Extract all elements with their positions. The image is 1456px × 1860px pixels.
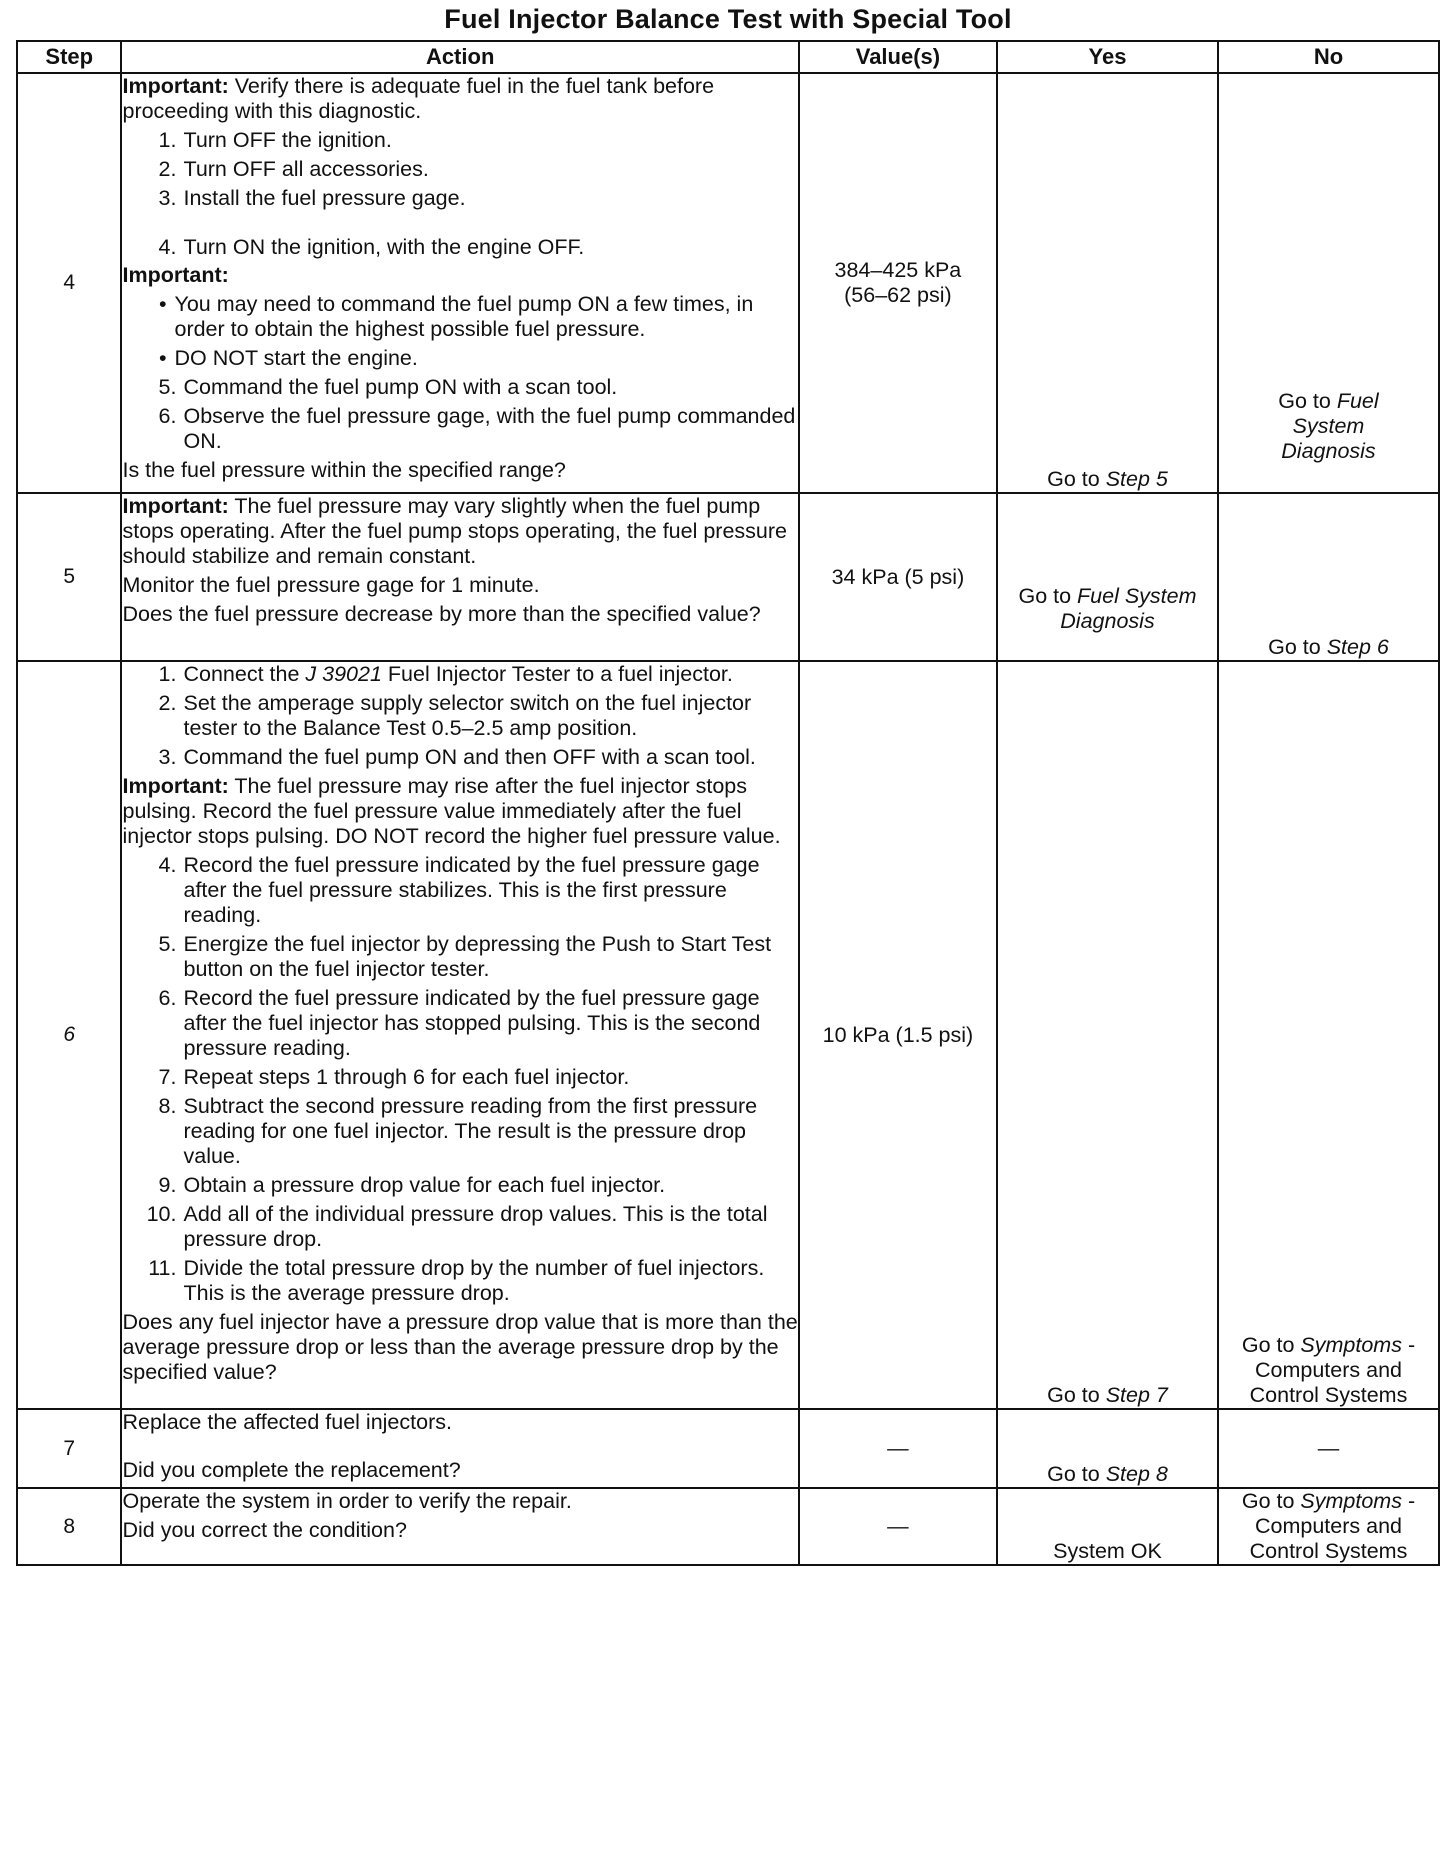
item-number: 1. xyxy=(158,662,177,686)
item-text: Add all of the individual pressure drop values. This is the total pressure drop. xyxy=(183,1202,768,1251)
question-text: Does the fuel pressure decrease by more than the specified value? xyxy=(122,602,761,626)
item-text: Command the fuel pump ON and then OFF with a scan tool. xyxy=(183,745,756,769)
yes-cell xyxy=(997,1409,1218,1488)
important-label: Important: xyxy=(122,774,229,798)
item-number: 6. xyxy=(158,986,177,1010)
item-text: Repeat steps 1 through 6 for each fuel injector. xyxy=(183,1065,630,1089)
item-number: 10. xyxy=(146,1202,177,1226)
no-link[interactable]: Symptoms xyxy=(1300,1333,1402,1357)
no-cell: — xyxy=(1218,1409,1439,1488)
important-label: Important: xyxy=(122,494,229,518)
action-cell xyxy=(121,661,798,1409)
item-text: Turn OFF the ignition. xyxy=(183,128,392,152)
yes-prefix: Go to xyxy=(1047,1383,1106,1407)
item-number: 4. xyxy=(158,853,177,877)
item-text: Connect the xyxy=(183,662,306,686)
table-row-step-4 xyxy=(17,73,1439,493)
action-cell xyxy=(121,73,798,493)
bullet-icon: • xyxy=(158,292,167,316)
bullet-text: You may need to command the fuel pump ON a few times, in order to obtain the highest possible fuel pressure. xyxy=(174,292,754,341)
header-yes: Yes xyxy=(997,41,1218,73)
header-step: Step xyxy=(17,41,121,73)
question-text: Is the fuel pressure within the specified range? xyxy=(122,458,566,482)
table-row-step-7 xyxy=(17,1409,1439,1488)
question-text: Does any fuel injector have a pressure drop value that is more than the average pressure drop or less than the average pressure drop by the specified value? xyxy=(122,1310,798,1384)
yes-prefix: Go to xyxy=(1047,467,1106,491)
no-cell xyxy=(1218,493,1439,661)
item-text: Install the fuel pressure gage. xyxy=(183,186,466,210)
item-number: 3. xyxy=(158,186,177,210)
diagnostic-table xyxy=(16,40,1440,1566)
item-text: Fuel Injector Tester to a fuel injector. xyxy=(381,662,733,686)
no-cell xyxy=(1218,73,1439,493)
table-row-step-6 xyxy=(17,661,1439,1409)
action-text: Replace the affected fuel injectors. xyxy=(122,1410,452,1434)
item-number: 4. xyxy=(158,235,177,259)
yes-link[interactable]: Step 8 xyxy=(1105,1462,1168,1486)
action-text: Monitor the fuel pressure gage for 1 minute. xyxy=(122,573,540,597)
important-label: Important: xyxy=(122,263,229,287)
item-text: Turn ON the ignition, with the engine OFF. xyxy=(183,235,585,259)
bullet-icon: • xyxy=(158,346,167,370)
item-number: 2. xyxy=(158,691,177,715)
item-text: Command the fuel pump ON with a scan tool. xyxy=(183,375,618,399)
value-cell: 34 kPa (5 psi) xyxy=(799,493,997,661)
action-text: Operate the system in order to verify the repair. xyxy=(122,1489,572,1513)
yes-prefix: Go to xyxy=(1018,584,1078,608)
no-link[interactable]: Fuel System Diagnosis xyxy=(1281,389,1379,463)
yes-cell xyxy=(997,661,1218,1409)
table-row-step-5 xyxy=(17,493,1439,661)
value-cell: — xyxy=(799,1409,997,1488)
step-number: 5 xyxy=(17,493,121,661)
item-number: 7. xyxy=(158,1065,177,1089)
tool-name: J 39021 xyxy=(305,662,382,686)
yes-cell: System OK xyxy=(997,1488,1218,1565)
item-text: Record the fuel pressure indicated by the fuel pressure gage after the fuel injector has stopped pulsing. This is the second pressure reading. xyxy=(183,986,761,1060)
value-cell: — xyxy=(799,1488,997,1565)
header-values: Value(s) xyxy=(799,41,997,73)
no-link[interactable]: Step 6 xyxy=(1326,635,1389,659)
yes-prefix: Go to xyxy=(1047,1462,1106,1486)
value-cell: 10 kPa (1.5 psi) xyxy=(799,661,997,1409)
no-suffix: - Computers and Control Systems xyxy=(1249,1333,1416,1407)
item-text: Record the fuel pressure indicated by the fuel pressure gage after the fuel pressure stabilizes. This is the first pressure reading. xyxy=(183,853,760,927)
no-prefix: Go to xyxy=(1278,389,1337,413)
item-number: 2. xyxy=(158,157,177,181)
item-text: Set the amperage supply selector switch on the fuel injector tester to the Balance Test 0.5–2.5 amp position. xyxy=(183,691,752,740)
step-number: 6 xyxy=(17,661,121,1409)
no-cell xyxy=(1218,1488,1439,1565)
header-row xyxy=(17,41,1439,73)
important-label: Important: xyxy=(122,74,229,98)
no-prefix: Go to xyxy=(1241,1489,1301,1513)
yes-link[interactable]: Step 7 xyxy=(1105,1383,1168,1407)
item-number: 3. xyxy=(158,745,177,769)
no-link[interactable]: Symptoms xyxy=(1300,1489,1402,1513)
header-action: Action xyxy=(121,41,798,73)
item-number: 5. xyxy=(158,932,177,956)
item-number: 6. xyxy=(158,404,177,428)
item-number: 1. xyxy=(158,128,177,152)
item-text: Obtain a pressure drop value for each fuel injector. xyxy=(183,1173,666,1197)
step-number: 8 xyxy=(17,1488,121,1565)
yes-link[interactable]: Fuel System Diagnosis xyxy=(1060,584,1197,633)
page-title: Fuel Injector Balance Test with Special Tool xyxy=(444,4,1012,34)
item-number: 9. xyxy=(158,1173,177,1197)
step-number: 7 xyxy=(17,1409,121,1488)
action-cell xyxy=(121,493,798,661)
value-cell xyxy=(799,73,997,493)
no-cell xyxy=(1218,661,1439,1409)
header-no: No xyxy=(1218,41,1439,73)
action-cell xyxy=(121,1488,798,1565)
value-psi: (56–62 psi) xyxy=(844,283,952,307)
item-text: Observe the fuel pressure gage, with the fuel pump commanded ON. xyxy=(183,404,796,453)
action-cell xyxy=(121,1409,798,1488)
table-row-step-8 xyxy=(17,1488,1439,1565)
yes-cell xyxy=(997,73,1218,493)
important-text: Verify there is adequate fuel in the fuel tank before proceeding with this diagnostic. xyxy=(122,74,715,123)
important-text: The fuel pressure may rise after the fuel injector stops pulsing. Record the fuel pressure value immediately after the fuel injector stops pulsing. DO NOT record the higher fuel pressure value. xyxy=(122,774,781,848)
item-number: 8. xyxy=(158,1094,177,1118)
item-text: Subtract the second pressure reading from the first pressure reading for one fuel injector. The result is the pressure drop value. xyxy=(183,1094,758,1168)
yes-cell xyxy=(997,493,1218,661)
item-text: Turn OFF all accessories. xyxy=(183,157,429,181)
no-suffix: - Computers and Control Systems xyxy=(1249,1489,1416,1563)
value-kpa: 384–425 kPa xyxy=(834,258,962,282)
question-text: Did you correct the condition? xyxy=(122,1518,407,1542)
step-number: 4 xyxy=(17,73,121,493)
yes-link[interactable]: Step 5 xyxy=(1105,467,1168,491)
question-text: Did you complete the replacement? xyxy=(122,1458,461,1482)
bullet-text: DO NOT start the engine. xyxy=(174,346,418,370)
item-text: Divide the total pressure drop by the number of fuel injectors. This is the average pressure drop. xyxy=(183,1256,765,1305)
item-number: 11. xyxy=(148,1256,177,1280)
important-text: The fuel pressure may vary slightly when the fuel pump stops operating. After the fuel pump stops operating, the fuel pressure should stabilize and remain constant. xyxy=(122,494,788,568)
item-number: 5. xyxy=(158,375,177,399)
no-prefix: Go to xyxy=(1268,635,1327,659)
item-text: Energize the fuel injector by depressing the Push to Start Test button on the fuel injector tester. xyxy=(183,932,772,981)
no-prefix: Go to xyxy=(1241,1333,1301,1357)
